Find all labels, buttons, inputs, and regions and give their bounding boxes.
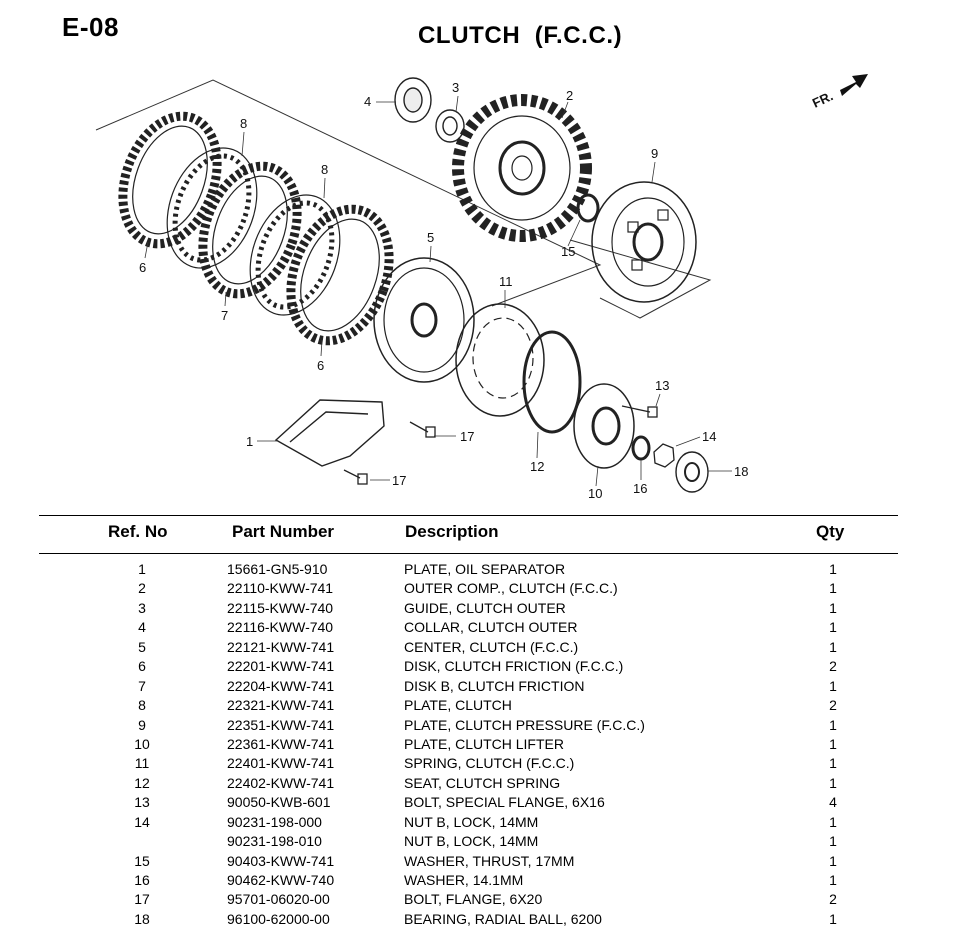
quantity: 1 [829, 872, 837, 888]
quantity: 4 [829, 794, 837, 811]
ref-number: 2 [138, 580, 146, 597]
svg-text:18: 18 [734, 464, 749, 479]
ref-number: 6 [138, 658, 146, 675]
clutch-outer-basket [458, 100, 586, 236]
ref-number: 7 [138, 677, 146, 694]
table-row [0, 774, 957, 793]
table-row [0, 657, 957, 676]
table-row [0, 871, 957, 890]
svg-text:12: 12 [530, 459, 545, 474]
part-description: BOLT, FLANGE, 6X20 [404, 891, 543, 908]
ref-number: 16 [134, 872, 150, 888]
part-description: WASHER, 14.1MM [404, 872, 524, 888]
svg-text:11: 11 [499, 274, 513, 289]
table-row [0, 599, 957, 618]
clutch-pressure-plate [592, 182, 696, 302]
quantity: 1 [829, 852, 837, 869]
ref-number: 13 [134, 794, 150, 811]
part-number: 90403-KWW-741 [227, 852, 335, 869]
part-description: NUT B, LOCK, 14MM [404, 833, 539, 850]
table-row [0, 735, 957, 754]
washer-thrust [578, 195, 598, 221]
svg-text:6: 6 [139, 260, 147, 275]
collar-clutch-outer [395, 78, 431, 122]
part-description: BEARING, RADIAL BALL, 6200 [404, 910, 602, 927]
part-description: COLLAR, CLUTCH OUTER [404, 619, 578, 636]
front-direction-arrow [810, 74, 868, 111]
table-row [0, 754, 957, 773]
part-description: GUIDE, CLUTCH OUTER [404, 599, 566, 616]
part-number: 22401-KWW-741 [227, 755, 335, 772]
quantity: 1 [829, 599, 837, 616]
svg-text:10: 10 [588, 486, 603, 501]
quantity: 1 [829, 755, 837, 772]
quantity: 1 [829, 561, 837, 577]
ref-number: 18 [134, 910, 150, 927]
bolt-special-flange [622, 406, 657, 417]
svg-text:8: 8 [321, 162, 329, 177]
part-number: 22110-KWW-741 [227, 580, 334, 597]
part-description: SPRING, CLUTCH (F.C.C.) [404, 755, 575, 772]
table-header-rule [39, 553, 898, 554]
ref-number: 5 [138, 638, 146, 655]
part-number: 22361-KWW-741 [227, 735, 335, 752]
svg-text:14: 14 [702, 429, 717, 444]
part-number: 22116-KWW-740 [227, 619, 334, 636]
part-description: SEAT, CLUTCH SPRING [404, 774, 561, 791]
quantity: 1 [829, 677, 837, 694]
washer-14mm [633, 437, 649, 459]
ref-number: 11 [134, 755, 150, 772]
table-row [0, 579, 957, 598]
table-row [0, 813, 957, 832]
table-top-rule [39, 515, 898, 516]
quantity: 1 [829, 833, 837, 850]
part-description: PLATE, CLUTCH [404, 697, 512, 714]
table-row [0, 677, 957, 696]
part-description: WASHER, THRUST, 17MM [404, 852, 575, 869]
ref-number: 12 [134, 774, 150, 791]
quantity: 2 [829, 697, 837, 714]
oil-separator-plate [276, 400, 384, 466]
svg-text:15: 15 [561, 244, 576, 259]
svg-text:17: 17 [392, 473, 407, 488]
table-row [0, 696, 957, 715]
svg-text:13: 13 [655, 378, 670, 393]
page-title: CLUTCH (F.C.C.) [418, 22, 623, 49]
guide-clutch-outer [436, 110, 464, 142]
part-description: CENTER, CLUTCH (F.C.C.) [404, 638, 579, 655]
svg-text:1: 1 [246, 434, 254, 449]
part-number: 90231-198-000 [227, 813, 322, 830]
ref-number: 8 [138, 697, 146, 714]
part-number: 22115-KWW-740 [227, 599, 334, 616]
radial-ball-bearing [676, 452, 708, 492]
quantity: 1 [829, 716, 837, 733]
table-row [0, 716, 957, 735]
svg-text:16: 16 [633, 481, 648, 496]
part-description: BOLT, SPECIAL FLANGE, 6X16 [404, 794, 605, 811]
quantity: 1 [829, 774, 837, 791]
clutch-lifter-plate [574, 384, 634, 468]
svg-text:6: 6 [317, 358, 325, 373]
ref-number: 1 [138, 561, 146, 577]
part-number: 90231-198-010 [227, 833, 322, 850]
quantity: 1 [829, 910, 837, 927]
clutch-spring [456, 304, 544, 416]
svg-text:5: 5 [427, 230, 435, 245]
part-description: PLATE, OIL SEPARATOR [404, 561, 566, 577]
quantity: 1 [829, 735, 837, 752]
part-number: 15661-GN5-910 [227, 561, 328, 577]
part-number: 95701-06020-00 [227, 891, 330, 908]
ref-number: 17 [134, 891, 150, 908]
svg-text:17: 17 [460, 429, 475, 444]
part-description: DISK B, CLUTCH FRICTION [404, 677, 585, 694]
clutch-center [374, 258, 474, 382]
svg-text:7: 7 [221, 308, 229, 323]
bolt-flange-6x20 [344, 422, 435, 484]
quantity: 2 [829, 658, 837, 675]
table-row [0, 832, 957, 851]
part-number: 22402-KWW-741 [227, 774, 335, 791]
column-header-description: Description [405, 522, 499, 541]
ref-number: 15 [134, 852, 150, 869]
column-header-ref: Ref. No [108, 522, 168, 541]
part-number: 96100-62000-00 [227, 910, 330, 927]
table-row [0, 618, 957, 637]
quantity: 1 [829, 619, 837, 636]
part-number: 22201-KWW-741 [227, 658, 335, 675]
part-number: 90462-KWW-740 [227, 872, 335, 888]
part-description: NUT B, LOCK, 14MM [404, 813, 539, 830]
column-header-qty: Qty [816, 522, 845, 541]
svg-text:8: 8 [240, 116, 248, 131]
part-description: PLATE, CLUTCH LIFTER [404, 735, 564, 752]
seat-clutch-spring [524, 332, 580, 432]
quantity: 1 [829, 813, 837, 830]
part-number: 90050-KWB-601 [227, 794, 331, 811]
column-header-part-number: Part Number [232, 522, 335, 541]
quantity: 2 [829, 891, 837, 908]
ref-number: 10 [134, 735, 150, 752]
svg-text:FR.: FR. [809, 88, 836, 111]
quantity: 1 [829, 580, 837, 597]
table-row [0, 560, 957, 579]
svg-text:4: 4 [364, 94, 372, 109]
svg-text:9: 9 [651, 146, 659, 161]
part-description: PLATE, CLUTCH PRESSURE (F.C.C.) [404, 716, 645, 733]
part-number: 22351-KWW-741 [227, 716, 335, 733]
part-number: 22321-KWW-741 [227, 697, 335, 714]
assembly-plane-outline-right [570, 240, 710, 318]
table-row [0, 852, 957, 871]
svg-text:2: 2 [566, 88, 574, 103]
part-number: 22121-KWW-741 [227, 638, 335, 655]
sheet-code: E-08 [62, 12, 119, 42]
svg-text:3: 3 [452, 80, 460, 95]
ref-number: 9 [138, 716, 146, 733]
quantity: 1 [829, 638, 837, 655]
table-row [0, 890, 957, 909]
ref-number: 4 [138, 619, 146, 636]
table-row [0, 910, 957, 929]
ref-number: 3 [138, 599, 146, 616]
parts-table-body [0, 560, 957, 929]
table-row [0, 793, 957, 812]
table-row [0, 638, 957, 657]
callout-labels [145, 96, 732, 486]
clutch-disc-stack [106, 103, 406, 355]
exploded-parts-diagram [0, 60, 957, 515]
lock-nut [654, 444, 674, 467]
ref-number: 14 [134, 813, 150, 830]
part-number: 22204-KWW-741 [227, 677, 335, 694]
part-description: DISK, CLUTCH FRICTION (F.C.C.) [404, 658, 624, 675]
part-description: OUTER COMP., CLUTCH (F.C.C.) [404, 580, 618, 597]
